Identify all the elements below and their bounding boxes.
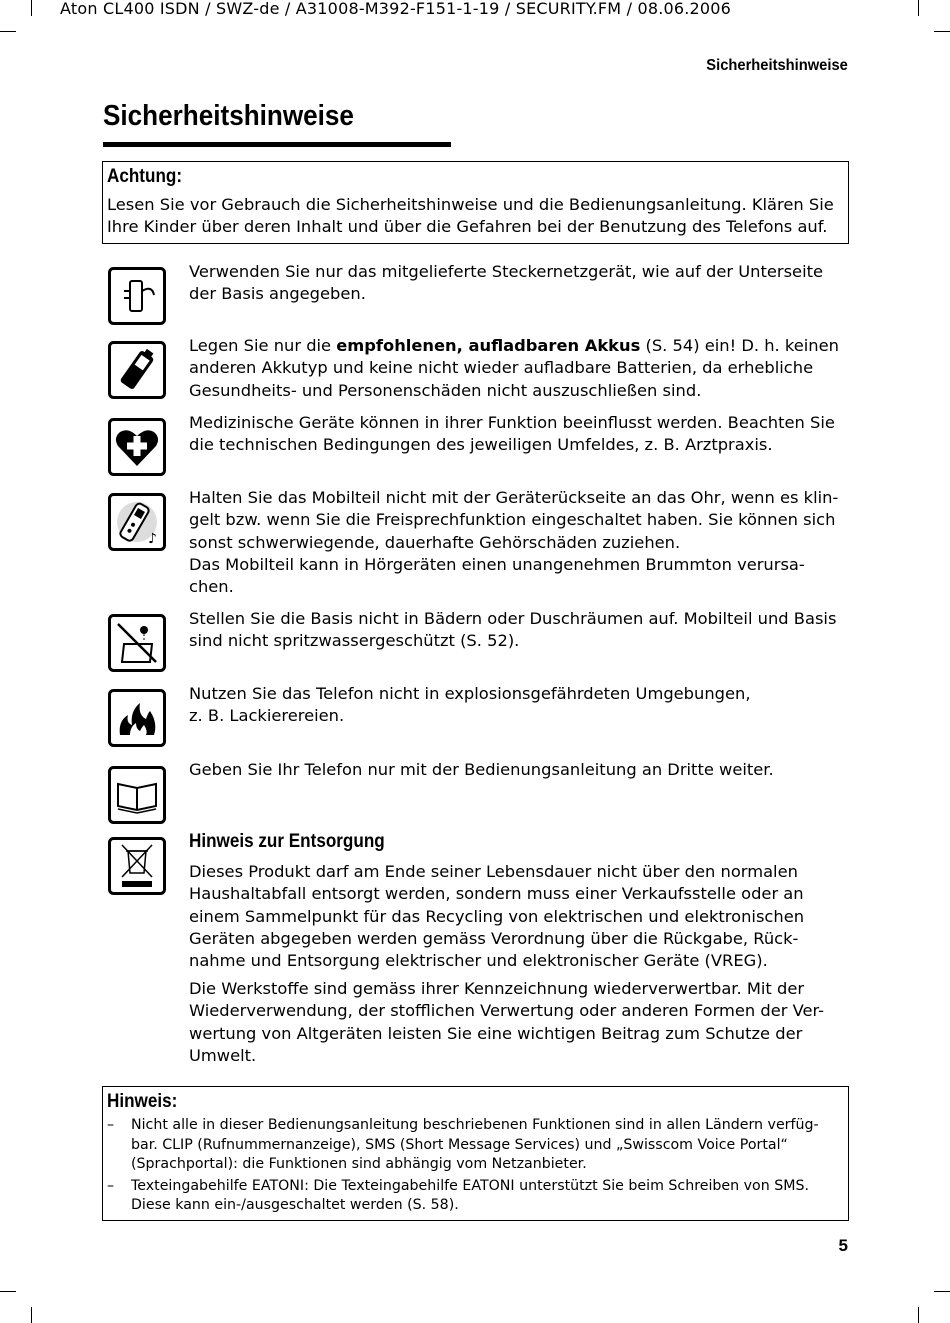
safety-item <box>189 335 849 402</box>
crop-mark <box>0 1291 16 1292</box>
page-number: 5 <box>838 1236 848 1255</box>
crossed-bin-icon <box>108 837 166 895</box>
safety-item <box>189 412 849 457</box>
item-line: sind nicht spritzwassergeschützt (S. 52). <box>189 631 520 651</box>
warning-line: Ihre Kinder über deren Inhalt und über die Gefahren bei der Benutzung des Telefons auf. <box>107 217 828 237</box>
list-item <box>103 1116 848 1175</box>
crop-mark <box>0 31 16 32</box>
item-line: Haushaltabfall entsorgt werden, sondern muss einer Verkaufsstelle oder an <box>189 884 804 904</box>
item-line: Wiederverwendung, der stofflichen Verwertung oder anderen Formen der Ver- <box>189 1001 825 1021</box>
item-line: Stellen Sie die Basis nicht in Bädern oder Duschräumen auf. Mobilteil und Basis <box>189 609 837 628</box>
note-list <box>103 1116 848 1216</box>
disposal-para <box>189 978 849 1067</box>
note-box <box>102 1086 849 1221</box>
note-line: Nicht alle in dieser Bedienungsanleitung beschriebenen Funktionen sind in allen Ländern verfüg- <box>131 1117 819 1133</box>
safety-item <box>189 683 849 728</box>
item-line: Die Werkstoffe sind gemäss ihrer Kennzeichnung wiederverwertbar. Mit der <box>189 979 805 998</box>
item-line: Verwenden Sie nur das mitgelieferte Steckernetzgerät, wie auf der Unterseite <box>189 262 823 281</box>
item-text: Legen Sie nur die <box>189 336 337 355</box>
title-rule <box>103 142 451 147</box>
item-line: Das Mobilteil kann in Hörgeräten einen unangenehmen Brummton verursa- <box>189 554 805 574</box>
item-line: der Basis angegeben. <box>189 284 366 304</box>
crop-mark <box>918 0 919 16</box>
item-line: Geräten abgegeben werden gemäss Verordnung über die Rückgabe, Rück- <box>189 928 799 948</box>
manual-book-icon <box>108 766 166 824</box>
item-line: Umwelt. <box>189 1045 257 1065</box>
crop-mark <box>31 0 32 16</box>
crop-mark <box>918 1307 919 1323</box>
page-title: Sicherheitshinweise <box>103 100 354 132</box>
disposal-title: Hinweis zur Entsorgung <box>189 831 385 852</box>
item-line: z. B. Lackierereien. <box>189 706 345 726</box>
item-line: einem Sammelpunkt für das Recycling von elektrischen und elektronischen <box>189 906 805 926</box>
item-line: Medizinische Geräte können in ihrer Funktion beeinflusst werden. Beachten Sie <box>189 413 835 432</box>
note-line: Texteingabehilfe EATONI: Die Texteingabehilfe EATONI unterstützt Sie beim Schreiben von SMS. <box>131 1177 809 1194</box>
crop-mark <box>31 1307 32 1323</box>
safety-item <box>189 261 849 306</box>
item-line: sonst schwerwiegende, dauerhafte Gehörschäden zuziehen. <box>189 532 681 552</box>
no-shower-icon <box>108 614 166 672</box>
item-text: (S. 54) ein! D. h. keinen <box>640 336 839 355</box>
item-line: wertung von Altgeräten leisten Sie eine wichtigen Beitrag zum Schutze der <box>189 1023 803 1043</box>
safety-item <box>189 487 849 598</box>
item-line: Dieses Produkt darf am Ende seiner Lebensdauer nicht über den normalen <box>189 862 798 881</box>
item-line: Geben Sie Ihr Telefon nur mit der Bedienungsanleitung an Dritte weiter. <box>189 760 774 779</box>
crop-mark <box>934 31 950 32</box>
safety-item <box>189 608 849 653</box>
item-line: Halten Sie das Mobilteil nicht mit der Geräterückseite an das Ohr, wenn es klin- <box>189 488 839 507</box>
item-line: anderen Akkutyp und keine nicht wieder aufladbare Batterien, da erhebliche <box>189 358 814 378</box>
warning-box <box>102 161 849 244</box>
item-line: nahme und Entsorgung elektrischer und elektronischer Geräte (VREG). <box>189 951 768 971</box>
item-line: Gesundheits- und Personenschäden nicht auszuschließen sind. <box>189 380 702 400</box>
item-line <box>189 335 849 357</box>
note-line: (Sprachportal): die Funktionen sind abhängig vom Netzanbieter. <box>131 1156 587 1172</box>
list-dash: – <box>107 1117 115 1133</box>
list-item <box>103 1177 848 1216</box>
note-line: Diese kann ein-/ausgeschaltet werden (S. 58). <box>131 1197 459 1213</box>
warning-title: Achtung: <box>107 166 183 187</box>
warning-line: Lesen Sie vor Gebrauch die Sicherheitshinweise und die Bedienungsanleitung. Klären Sie <box>107 195 834 214</box>
item-line: gelt bzw. wenn Sie die Freisprechfunktion eingeschaltet haben. Sie können sich <box>189 510 836 530</box>
file-info-header: Aton CL400 ISDN / SWZ-de / A31008-M392-F151-1-19 / SECURITY.FM / 08.06.2006 <box>60 0 732 18</box>
item-line: die technischen Bedingungen des jeweiligen Umfeldes, z. B. Arztpraxis. <box>189 435 773 455</box>
item-line: Nutzen Sie das Telefon nicht in explosionsgefährdeten Umgebungen, <box>189 684 751 703</box>
safety-item <box>189 759 849 781</box>
medical-heart-icon <box>108 418 166 476</box>
item-line: chen. <box>189 577 234 597</box>
list-dash: – <box>107 1177 115 1194</box>
warning-text <box>107 194 845 239</box>
note-title: Hinweis: <box>107 1091 178 1112</box>
handset-ear-icon <box>108 493 166 551</box>
note-line: bar. CLIP (Rufnummernanzeige), SMS (Short Message Services) und „Swisscom Voice Portal“ <box>131 1136 788 1153</box>
battery-icon <box>108 341 166 399</box>
explosion-flame-icon <box>108 689 166 747</box>
power-adapter-icon <box>108 267 166 325</box>
disposal-para <box>189 861 849 972</box>
crop-mark <box>934 1291 950 1292</box>
running-title: Sicherheitshinweise <box>706 57 848 74</box>
svg-text:♪: ♪ <box>148 531 157 547</box>
item-emphasis: empfohlenen, aufladbaren Akkus <box>336 336 641 355</box>
